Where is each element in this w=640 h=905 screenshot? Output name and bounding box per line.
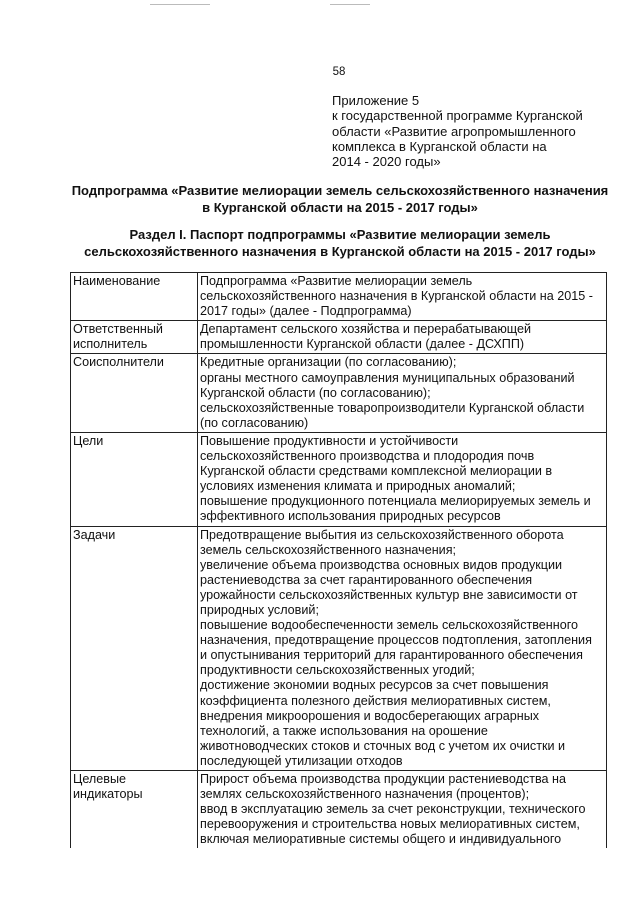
row-value-line: увеличение объема производства основных видов продукции bbox=[200, 557, 563, 572]
row-label-line: Наименование bbox=[73, 274, 161, 288]
scan-artifact-line bbox=[150, 4, 210, 5]
row-value-line: последующей утилизации отходов bbox=[200, 753, 403, 768]
row-label-line: индикаторы bbox=[73, 787, 143, 802]
row-value-line: включая мелиоративные системы общего и индивидуального bbox=[200, 832, 562, 847]
row-value-line: сельскохозяйственные товаропроизводители Курганской области bbox=[200, 400, 585, 415]
row-value-line: земель сельскохозяйственного назначения; bbox=[200, 542, 457, 557]
row-value-cell bbox=[198, 526, 607, 771]
row-value-cell bbox=[198, 321, 607, 354]
row-value-line: эффективного использования природных ресурсов bbox=[200, 509, 501, 524]
row-value-line: Курганской области средствами комплексной мелиорации в bbox=[200, 464, 553, 479]
row-value-cell bbox=[198, 432, 607, 526]
row-value-line: повышение продукционного потенциала мелиорируемых земель и bbox=[200, 494, 591, 509]
subprogram-title-line: Подпрограмма «Развитие мелиорации земель сельскохозяйственного назначения bbox=[71, 183, 609, 198]
row-value-line: Подпрограмма «Развитие мелиорации земель bbox=[200, 274, 473, 288]
subprogram-title-line: в Курганской области на 2015 - 2017 годы» bbox=[202, 199, 478, 215]
row-value-line: землях сельскохозяйственного назначения (процентов); bbox=[200, 787, 530, 802]
row-value-line: повышение водообеспеченности земель сельскохозяйственного bbox=[200, 618, 579, 633]
row-value-line: промышленности Курганской области (далее - ДСХПП) bbox=[200, 337, 525, 352]
row-value-line: условиях изменения климата и природных аномалий; bbox=[200, 479, 516, 494]
row-value-line: внедрения микроорошения и водосберегающих аграрных bbox=[200, 708, 540, 723]
row-value-line: сельскохозяйственного производства и плодородия почв bbox=[200, 449, 535, 464]
row-label-cell bbox=[71, 526, 198, 771]
row-label-line: исполнитель bbox=[73, 337, 148, 352]
row-value-line: достижение экономии водных ресурсов за счет повышения bbox=[200, 678, 549, 693]
row-value-line: урожайности сельскохозяйственных культур вне зависимости от bbox=[200, 587, 578, 602]
appendix-note bbox=[332, 93, 612, 169]
row-value-line: животноводческих стоков и сточных вод с учетом их очистки и bbox=[200, 738, 566, 753]
table-row bbox=[71, 771, 607, 849]
row-value-line: коэффициента полезного действия мелиоративных систем, bbox=[200, 693, 551, 708]
passport-table bbox=[70, 272, 607, 848]
row-label-line: Ответственный bbox=[73, 322, 163, 337]
row-value-line: Предотвращение выбытия из сельскохозяйственного оборота bbox=[200, 527, 564, 542]
row-value-line: перевооружения и строительства новых мелиоративных систем, bbox=[200, 817, 580, 832]
row-label-line: Целевые bbox=[73, 772, 127, 786]
section-title-line: Раздел I. Паспорт подпрограммы «Развитие мелиорации земель bbox=[129, 227, 551, 242]
passport-table-body bbox=[71, 273, 607, 849]
row-label-line: Задачи bbox=[73, 527, 116, 542]
row-label-cell bbox=[71, 354, 198, 432]
scan-artifact-line bbox=[330, 4, 370, 5]
table-row bbox=[71, 321, 607, 354]
row-value-line: продуктивности сельскохозяйственных угодий; bbox=[200, 663, 475, 678]
row-value-line: 2017 годы» (далее - Подпрограмма) bbox=[200, 304, 412, 319]
row-label-cell bbox=[71, 432, 198, 526]
appendix-line: комплекса в Курганской области на bbox=[332, 138, 547, 154]
row-value-line: Повышение продуктивности и устойчивости bbox=[200, 433, 459, 448]
row-value-line: назначения, предотвращение процессов подтопления, затопления bbox=[200, 633, 592, 648]
row-value-line: растениеводства за счет гарантированного обеспечения bbox=[200, 572, 533, 587]
appendix-line: 2014 - 2020 годы» bbox=[332, 154, 441, 170]
row-value-cell bbox=[198, 354, 607, 432]
appendix-line: Приложение 5 bbox=[332, 93, 420, 108]
row-value-cell bbox=[198, 771, 607, 849]
row-label-cell bbox=[71, 771, 198, 849]
page-number: 58 bbox=[332, 66, 346, 78]
table-row bbox=[71, 354, 607, 432]
row-label-line: Соисполнители bbox=[73, 355, 164, 370]
section-title-line: сельскохозяйственного назначения в Курганской области на 2015 - 2017 годы» bbox=[84, 243, 596, 259]
table-row bbox=[71, 273, 607, 321]
appendix-line: к государственной программе Курганской bbox=[332, 108, 583, 124]
subprogram-title bbox=[30, 183, 640, 216]
row-value-line: Прирост объема производства продукции растениеводства на bbox=[200, 772, 566, 786]
row-value-line: органы местного самоуправления муниципальных образований bbox=[200, 370, 575, 385]
row-value-line: и опустынивания территорий для гарантированного обеспечения bbox=[200, 648, 583, 663]
row-value-line: Курганской области (по согласованию); bbox=[200, 385, 431, 400]
table-row bbox=[71, 526, 607, 771]
row-label-line: Цели bbox=[73, 433, 104, 448]
row-value-cell bbox=[198, 273, 607, 321]
appendix-line: области «Развитие агропромышленного bbox=[332, 123, 576, 139]
row-value-line: ввод в эксплуатацию земель за счет реконструкции, технического bbox=[200, 802, 586, 817]
row-value-line: (по согласованию) bbox=[200, 415, 309, 430]
row-value-line: Департамент сельского хозяйства и перерабатывающей bbox=[200, 322, 532, 337]
row-value-line: природных условий; bbox=[200, 602, 319, 617]
row-value-line: сельскохозяйственного назначения в Курганской области на 2015 - bbox=[200, 289, 593, 304]
table-row bbox=[71, 432, 607, 526]
row-label-cell bbox=[71, 273, 198, 321]
row-label-cell bbox=[71, 321, 198, 354]
section-title bbox=[30, 227, 640, 260]
row-value-line: Кредитные организации (по согласованию); bbox=[200, 355, 457, 370]
row-value-line: технологий, а также использования на орошение bbox=[200, 723, 488, 738]
